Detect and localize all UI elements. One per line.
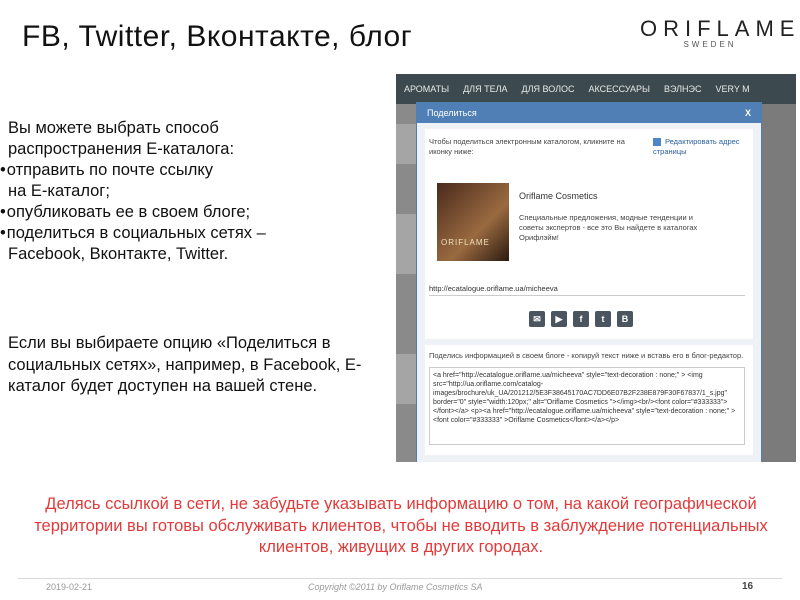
email-icon[interactable]: ✉	[529, 311, 545, 327]
nav-item[interactable]: VERY M	[715, 84, 750, 94]
vkontakte-icon[interactable]: В	[617, 311, 633, 327]
facebook-icon[interactable]: f	[573, 311, 589, 327]
footer-copyright: Copyright ©2011 by Oriflame Cosmetics SA	[308, 582, 483, 592]
nav-item[interactable]: АРОМАТЫ	[404, 84, 450, 94]
website-screenshot	[396, 74, 796, 462]
footer-divider	[18, 578, 782, 579]
bullet-social-cont: Facebook, Вконтакте, Twitter.	[8, 245, 229, 263]
logo-word: ORIFLAME	[640, 16, 800, 41]
nav-item[interactable]: ВЭЛНЭС	[663, 84, 702, 94]
twitter-icon[interactable]: t	[595, 311, 611, 327]
nav-item[interactable]: АКСЕССУАРЫ	[588, 84, 650, 94]
page-number: 16	[742, 581, 754, 592]
catalog-thumbnail	[437, 183, 509, 261]
share-hint: Чтобы поделиться электронным каталогом, кликните на иконку ниже:	[429, 137, 625, 156]
bullet-email-cont: на Е-каталог;	[8, 182, 110, 200]
slide-title: FB, Twitter, Вконтакте, блог	[22, 20, 413, 53]
page-right-strip	[760, 104, 796, 462]
intro-text	[0, 118, 385, 265]
dialog-blog-panel	[425, 345, 753, 455]
nav-item[interactable]: ДЛЯ ВОЛОС	[521, 84, 575, 94]
catalog-card	[431, 179, 747, 269]
intro-line-1: Вы можете выбрать способ	[8, 119, 219, 137]
dialog-header	[417, 103, 761, 123]
catalog-url[interactable]: http://ecatalogue.oriflame.ua/micheeva	[429, 283, 745, 296]
bullet-social	[0, 223, 385, 244]
bullet-blog	[0, 202, 385, 223]
plus-icon	[653, 138, 661, 146]
catalog-description: Специальные предложения, модные тенденции и советы экспертов - все это Вы найдете в каталогах Орифлэйм!	[519, 213, 698, 242]
footer-date: 2019-02-21	[46, 582, 93, 592]
edit-address-link[interactable]	[653, 137, 749, 157]
thumb-brand: ORIFLAME	[441, 238, 490, 247]
catalog-name: Oriflame Cosmetics	[519, 191, 598, 201]
bullet-social-text: поделиться в социальных сетях –	[6, 224, 266, 242]
bullet-email	[0, 160, 385, 181]
share-dialog	[416, 102, 762, 462]
intro-line-2: распространения Е-каталога:	[8, 140, 235, 158]
video-icon[interactable]: ▶	[551, 311, 567, 327]
site-navbar	[396, 74, 796, 104]
close-icon[interactable]: X	[744, 108, 751, 118]
blog-hint: Поделись информацией в своем блоге - копируй текст ниже и вставь его в блог-редактор.	[429, 351, 744, 360]
share-icons	[529, 311, 639, 327]
oriflame-logo	[640, 16, 800, 49]
share-paragraph: Если вы выбираете опцию «Поделиться в социальных сетях», например, в Facebook, Е-каталог будет доступен на вашей стене.	[8, 334, 362, 395]
logo-sub: SWEDEN	[683, 40, 737, 49]
nav-item[interactable]: ДЛЯ ТЕЛА	[463, 84, 508, 94]
dialog-title: Поделиться	[427, 108, 477, 118]
edit-address-label: Редактировать адрес страницы	[653, 137, 740, 156]
bullet-blog-text: опубликовать ее в своем блоге;	[6, 203, 251, 221]
blog-code-textarea[interactable]: <a href="http://ecatalogue.oriflame.ua/micheeva" style="text-decoration : none;" > <img src="http://ua.oriflame.com/catalog-images/brochure/uk_UA/201212/5E3F38645170AC7DD6E07B2F238E879F30F67837/1_s.jpg" border="0" style="width:120px;" alt="Oriflame Cosmetics "></img><br/><font color="#333333"> </font></a> <p><a href="http://ecatalogue.oriflame.ua/micheeva" style="text-decoration : none;" ><font color="#333333" >Oriflame Cosmetics</font></a></p>	[429, 367, 745, 445]
warning-note: Делясь ссылкой в сети, не забудьте указывать информацию о том, на какой географической территории вы готовы обслуживать клиентов, чтобы не вводить в заблуждение потенциальных клиентов, живущих в других городах.	[34, 495, 768, 556]
dialog-share-panel	[425, 129, 753, 339]
bullet-email-text: отправить по почте ссылку	[6, 161, 213, 179]
